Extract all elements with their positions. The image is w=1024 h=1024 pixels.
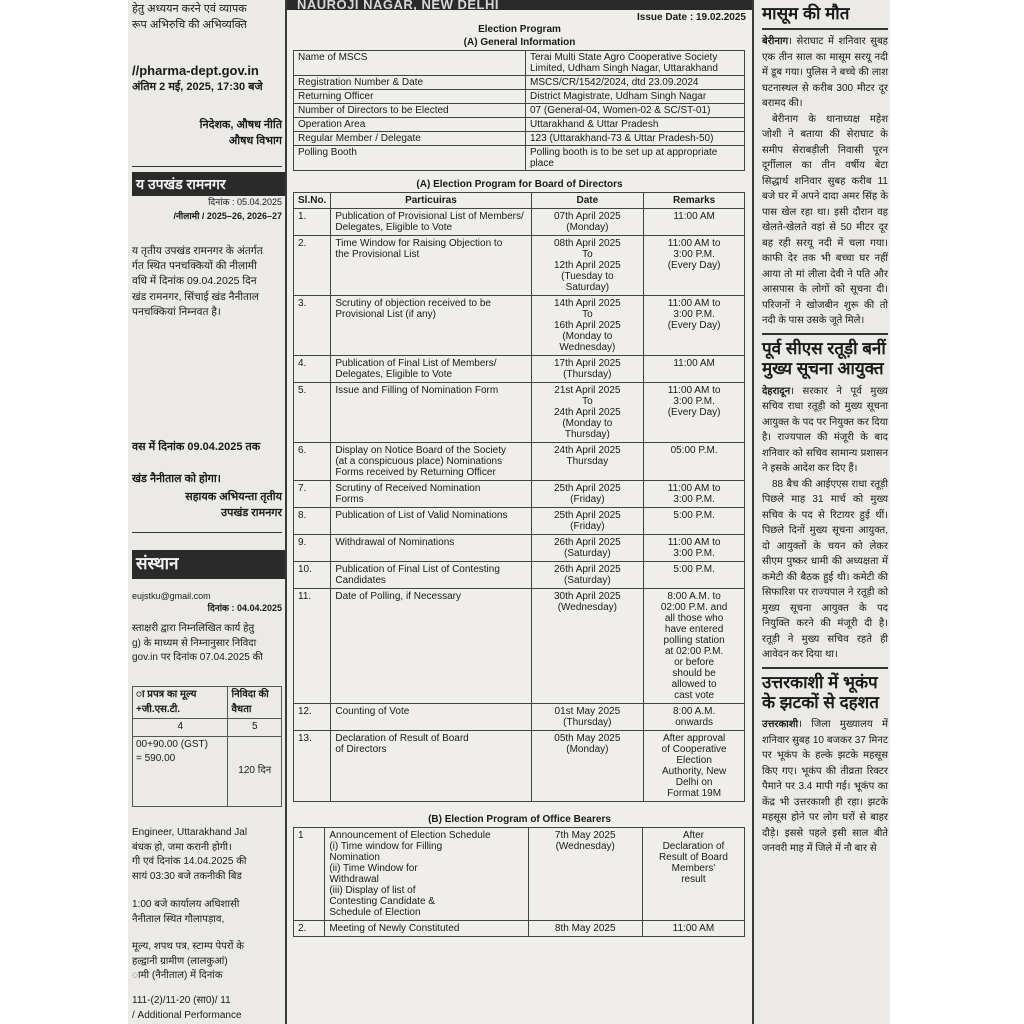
cell-particulars: Issue and Filling of Nomination Form [331, 383, 531, 443]
cell-date: 14th April 2025 To 16th April 2025 (Monday to Wednesday) [531, 296, 644, 356]
general-info-table [293, 50, 745, 171]
program-row [294, 443, 745, 481]
notice-para-engineer: Engineer, Uttarakhand Jal बंधक हो, जमा करानी होगी। गी एवं दिनांक 14.04.2025 की सायं 03:30 बजे तकनीकी बिड [132, 827, 248, 882]
cell-particulars: Meeting of Newly Constituted [325, 921, 528, 937]
headline-uttarkashi: उत्तरकाशी में भूकंप के झटकों से दहशत [762, 672, 879, 713]
general-info-row [294, 118, 745, 132]
notice-date-2: दिनांक : 04.04.2025 [207, 603, 282, 613]
cell-particulars: Withdrawal of Nominations [331, 535, 531, 562]
office-bearer-row [294, 921, 745, 937]
program-row [294, 508, 745, 535]
cell-particulars: Counting of Vote [331, 704, 531, 731]
notice-email: eujstku@gmail.com [132, 591, 211, 601]
general-info-row [294, 90, 745, 104]
story-masoom-p2: बेरीनाग के थानाध्यक्ष महेश जोशी ने बताया की सेराघाट के समीप सेराबड़ीली निवासी पूरन दूर्गीलाल का तीन वर्षीय बेटा सिद्धार्थ शनिवार सुबह करीब 11 बजे घर में अपने दादा अमर सिंह के पास खेल रहा था। इसी दौरान वह खेलते-खेलते वहां से 50 मीटर दूर बह रही सरयू नदी में चला गया। काफी देर तक भी बच्चा घर नहीं आया तो मां लीला देवी ने पति और आसपास के लोगों को सूचना दी। परिजनों ने खोजबीन शुरू की तो नदी के पास उसके जूते मिले। [762, 113, 888, 327]
dateline-berinag: बेरीनाग [762, 36, 789, 48]
notice-title: Election Program [478, 24, 561, 35]
cell-particulars: Publication of Provisional List of Members/ Delegates, Eligible to Vote [331, 209, 531, 236]
cell-particulars: Date of Polling, if Necessary [331, 589, 531, 704]
cell-date: 01st May 2025 (Thursday) [531, 704, 644, 731]
tender-price-value: 00+90.00 (GST) = 590.00 [133, 736, 228, 806]
general-info-value: MSCS/CR/1542/2024, dtd 23.09.2024 [526, 76, 745, 90]
cell-sl-no: 9. [294, 535, 331, 562]
col-sl-no: Sl.No. [294, 193, 331, 209]
program-row [294, 731, 745, 802]
board-election-program-table [293, 192, 745, 802]
program-row [294, 481, 745, 508]
tender-col-price: ा प्रपत्र का मूल्य +जी.एस.टी. [133, 687, 228, 719]
cell-remarks: After Declaration of Result of Board Members' result [642, 828, 744, 921]
col-particulars: Particuiras [331, 193, 531, 209]
general-info-label: Returning Officer [294, 90, 526, 104]
cell-remarks: 11:00 AM to 3:00 P.M. (Every Day) [644, 296, 745, 356]
cell-date: 25th April 2025 (Friday) [531, 508, 644, 535]
cell-remarks: 8:00 A.M. to 02:00 P.M. and all those who have entered polling station at 02:00 P.M. or before should be allowed to cast vote [644, 589, 745, 704]
story-raturi-p2: 88 बैच की आईएएस राधा रतूड़ी पिछले माह 31 मार्च को मुख्य सचिव के पद से रिटायर हुई थीं। पिछले दिनों मुख्य सूचना आयुक्त, दो आयुक्तों के चयन को लेकर सीएम पुष्कर धामी की अध्यक्षता में कमेटी की बैठक हुई थी। कमेटी की सिफारिश पर राज्यपाल ने रतूड़ी को मुख्य सूचना आयुक्त के पद नियुक्ति करने की मंजूरी दी है। रतूड़ी ने मुख्य सचिव रहते ही आवेदन कर दिया था। [762, 478, 888, 661]
general-info-row [294, 146, 745, 171]
general-info-row [294, 104, 745, 118]
tender-col-validity: निविदा की वैधता [228, 687, 282, 719]
left-column [128, 0, 283, 1024]
general-info-value: Polling booth is to be set up at appropriate place [526, 146, 745, 171]
headline-raturi: पूर्व सीएस रतूड़ी बनीं मुख्य सूचना आयुक्त [762, 338, 886, 379]
cell-particulars: Publication of List of Valid Nominations [331, 508, 531, 535]
cell-date: 26th April 2025 (Saturday) [531, 535, 644, 562]
notice-banner: NAUROJI NAGAR, NEW DELHI [287, 0, 752, 10]
story-uttarkashi: । जिला मुख्यालय में शनिवार सुबह 10 बजकर 37 मिनट पर भूकंप के हल्के झटके महसूस किए गए। भूकंप की तीव्रता रिक्टर पैमाने पर 3.4 मापी गई। भूकंप का केंद्र भी उत्तरकाशी ही रहा। झटके महसूस होने पर लोग घरों से बाहर दौड़े। इससे पहले इसी साल बीते जनवरी माह में जिले में नौ बार से [762, 719, 888, 855]
general-info-value: Uttarakhand & Uttar Pradesh [526, 118, 745, 132]
notice-para-office-2: 1:00 बजे कार्यालय अधिशासी नैनीताल स्थित गौलापड़ाव, [132, 899, 240, 925]
story-raturi-p1: । सरकार ने पूर्व मुख्य सचिव राधा रतूड़ी को मुख्य सूचना आयुक्त के पद पर नियुक्त कर दिया है। राज्यपाल की मंजूरी के बाद शनिवार को सचिव सामान्य प्रशासन ने इसके आदेश कर दिए हैं। [762, 385, 888, 475]
tender-table-wrap [132, 686, 282, 807]
cell-particulars: Display on Notice Board of the Society (at a conspicuous place) Nominations Forms received by Returning Officer [331, 443, 531, 481]
general-info-label: Name of MSCS [294, 51, 526, 76]
newspaper-page [128, 0, 890, 1024]
cell-date: 21st April 2025 To 24th April 2025 (Monday to Thursday) [531, 383, 644, 443]
general-info-row [294, 51, 745, 76]
tender-num-5: 5 [228, 719, 282, 737]
cell-sl-no: 1. [294, 209, 331, 236]
cell-sl-no: 2. [294, 236, 331, 296]
col-remarks: Remarks [644, 193, 745, 209]
cell-remarks: 11:00 AM [642, 921, 744, 937]
cell-date: 7th May 2025 (Wednesday) [528, 828, 642, 921]
general-info-value: 07 (General-04, Women-02 & SC/ST-01) [526, 104, 745, 118]
dateline-uttarkashi: उत्तरकाशी [762, 719, 799, 731]
section-office-bearers-heading: (B) Election Program of Office Bearers [428, 814, 611, 825]
cell-date: 24th April 2025 Thursday [531, 443, 644, 481]
cell-particulars: Time Window for Raising Objection to the Provisional List [331, 236, 531, 296]
general-info-row [294, 132, 745, 146]
cell-remarks: 11:00 AM to 3:00 P.M. [644, 481, 745, 508]
cell-remarks: 11:00 AM [644, 356, 745, 383]
cell-remarks: 11:00 AM to 3:00 P.M. (Every Day) [644, 383, 745, 443]
cell-sl-no: 2. [294, 921, 325, 937]
notice-ref: /नीलामी / 2025–26, 2026–27 [173, 211, 282, 221]
program-row [294, 535, 745, 562]
cell-particulars: Publication of Final List of Contesting Candidates [331, 562, 531, 589]
cell-particulars: Declaration of Result of Board of Directors [331, 731, 531, 802]
tender-num-4: 4 [133, 719, 228, 737]
issue-date: Issue Date : 19.02.2025 [637, 12, 746, 23]
cell-sl-no: 12. [294, 704, 331, 731]
cell-remarks: 8:00 A.M. onwards [644, 704, 745, 731]
cell-sl-no: 6. [294, 443, 331, 481]
section-general-info-heading: (A) General Information [463, 37, 576, 48]
cell-sl-no: 8. [294, 508, 331, 535]
cell-date: 05th May 2025 (Monday) [531, 731, 644, 802]
cell-particulars: Scrutiny of objection received to be Provisional List (if any) [331, 296, 531, 356]
tender-table [132, 686, 282, 807]
col-date: Date [531, 193, 644, 209]
program-row [294, 589, 745, 704]
notice-para-ref: 111-(2)/11-20 (सा0)/ 11 / Additional Performance [132, 995, 242, 1021]
cell-sl-no: 7. [294, 481, 331, 508]
election-notice [285, 0, 754, 1024]
signature-pharma: निदेशक, औषध नीति औषध विभाग [199, 119, 282, 147]
general-info-label: Regular Member / Delegate [294, 132, 526, 146]
general-info-label: Operation Area [294, 118, 526, 132]
cell-sl-no: 5. [294, 383, 331, 443]
general-info-label: Registration Number & Date [294, 76, 526, 90]
notice-band-ramnagar: य उपखंड रामनगर [132, 172, 290, 196]
cell-date: 07th April 2025 (Monday) [531, 209, 644, 236]
cell-date: 25th April 2025 (Friday) [531, 481, 644, 508]
cell-remarks: 11:00 AM to 3:00 P.M. (Every Day) [644, 236, 745, 296]
program-row [294, 296, 745, 356]
general-info-label: Polling Booth [294, 146, 526, 171]
notice-date: दिनांक : 05.04.2025 [208, 197, 282, 207]
cell-sl-no: 3. [294, 296, 331, 356]
headline-masoom: मासूम की मौत [762, 4, 850, 23]
cell-remarks: 5:00 P.M. [644, 562, 745, 589]
signature-ramnagar: सहायक अभियन्ता तृतीय उपखंड रामनगर [185, 491, 282, 519]
cell-sl-no: 11. [294, 589, 331, 704]
office-bearers-program-table [293, 827, 745, 937]
cell-date: 08th April 2025 To 12th April 2025 (Tuesday to Saturday) [531, 236, 644, 296]
program-row [294, 356, 745, 383]
general-info-label: Number of Directors to be Elected [294, 104, 526, 118]
pharma-url: //pharma-dept.gov.in [132, 63, 259, 78]
program-row [294, 704, 745, 731]
cell-remarks: 11:00 AM to 3:00 P.M. [644, 535, 745, 562]
cell-remarks: 5:00 P.M. [644, 508, 745, 535]
cell-remarks: 05:00 P.M. [644, 443, 745, 481]
general-info-row [294, 76, 745, 90]
cell-particulars: Announcement of Election Schedule (i) Time window for Filling Nomination (ii) Time Window for Withdrawal (iii) Display of list of Contesting Candidate & Schedule of Election [325, 828, 528, 921]
general-info-value: Terai Multi State Agro Cooperative Society Limited, Udham Singh Nagar, Uttarakhand [526, 51, 745, 76]
deadline-line: अंतिम 2 मई, 2025, 17:30 बजे [132, 81, 263, 93]
left-top-text: हेतु अध्ययन करने एवं व्यापक रूप अभिरुचि की अभिव्यक्ति [132, 3, 247, 31]
program-row [294, 383, 745, 443]
notice-para-stamp: मूल्य, शपथ पत्र, स्टाम्प पेपरों के हल्द्वानी ग्रामीण (लालकुआं) ामी (नैनीताल) में दिनांक [132, 941, 244, 981]
tender-validity-value: 120 दिन [228, 736, 282, 806]
cell-sl-no: 13. [294, 731, 331, 802]
program-row [294, 236, 745, 296]
program-row [294, 209, 745, 236]
notice-para-office: खंड नैनीताल को होगा। [132, 473, 221, 485]
notice-para-date: वस में दिनांक 09.04.2025 तक [132, 441, 261, 453]
cell-sl-no: 10. [294, 562, 331, 589]
section-board-program-heading: (A) Election Program for Board of Directors [416, 179, 623, 190]
program-row [294, 562, 745, 589]
cell-date: 30th April 2025 (Wednesday) [531, 589, 644, 704]
cell-particulars: Scrutiny of Received Nomination Forms [331, 481, 531, 508]
cell-date: 17th April 2025 (Thursday) [531, 356, 644, 383]
cell-sl-no: 4. [294, 356, 331, 383]
notice-band-sansthan: संस्थान [132, 550, 290, 579]
story-masoom-p1: । सेराघाट में शनिवार सुबह एक तीन साल का मासूम सरयू नदी में डूब गया। पुलिस ने बच्चे की लाश घटनास्थल से करीब 300 मीटर दूर बरामद की। [762, 36, 888, 110]
general-info-value: 123 (Uttarakhand-73 & Uttar Pradesh-50) [526, 132, 745, 146]
cell-date: 26th April 2025 (Saturday) [531, 562, 644, 589]
right-column [762, 0, 888, 1024]
cell-sl-no: 1 [294, 828, 325, 921]
cell-particulars: Publication of Final List of Members/ Delegates, Eligible to Vote [331, 356, 531, 383]
notice-para-auction: य तृतीय उपखंड रामनगर के अंतर्गत र्गत स्थित पनचक्कियों की नीलामी वधि में दिनांक 09.04.2025 दिन खंड रामनगर, सिंचाई खंड नैनीताल पनचक्कियां निम्नवत है। [132, 245, 263, 318]
general-info-value: District Magistrate, Udham Singh Nagar [526, 90, 745, 104]
notice-para-tender: स्ताक्षरी द्वारा निम्नलिखित कार्य हेतु g) के माध्यम से निम्नानुसार निविदा gov.in पर दिनांक 07.04.2025 की [132, 623, 263, 663]
cell-remarks: After approval of Cooperative Election Authority, New Delhi on Format 19M [644, 731, 745, 802]
office-bearer-row [294, 828, 745, 921]
cell-date: 8th May 2025 [528, 921, 642, 937]
cell-remarks: 11:00 AM [644, 209, 745, 236]
dateline-dehradun: देहरादून [762, 385, 791, 397]
